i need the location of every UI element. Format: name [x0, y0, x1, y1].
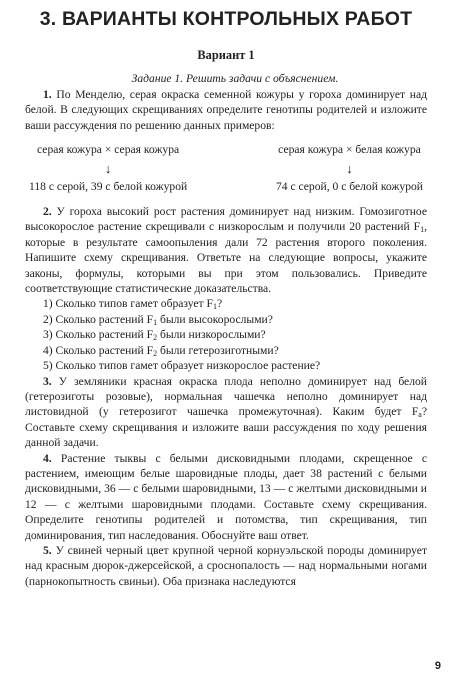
question-item — [25, 358, 427, 373]
question-text: 4) Сколько растений F — [43, 343, 154, 357]
cross-2 — [276, 141, 423, 196]
problem-5-text: У свиней черный цвет крупной черной корнуэльской породы доминирует над красным дюрок-джерсейской, а сроснопалость — над нормальными ногами (парнокопытность свиньи). Оба признака наследуются — [25, 543, 428, 588]
problem-1 — [25, 87, 427, 133]
question-text: 5) Сколько типов гамет образует низкорослое растение? — [43, 359, 321, 373]
chapter-title: 3. ВАРИАНТЫ КОНТРОЛЬНЫХ РАБОТ — [39, 8, 413, 30]
problem-3-text-a: У земляники красная окраска плода неполно доминирует над белой (гетерозиготы розовые), нормальная чашечка неполно доминирует над листовидной (у гетерозигот чашечка промежуточная). Каким будет F — [25, 374, 427, 419]
cross-2-arrow: ↓ — [346, 161, 353, 177]
problem-2 — [25, 204, 427, 296]
problem-1-number: 1. — [43, 87, 52, 101]
cross-1-offspring: 118 с серой, 39 с белой кожурой — [29, 180, 188, 194]
cross-1 — [29, 141, 187, 196]
question-text: 1) Сколько типов гамет образует F — [43, 297, 213, 311]
question-item — [25, 296, 427, 311]
question-item — [25, 312, 427, 327]
question-subscript: 1 — [153, 317, 158, 327]
problem-5-number: 5. — [43, 543, 52, 557]
question-list — [25, 296, 427, 373]
assignment-heading: Задание 1. Решить задачи с объяснением. — [131, 72, 339, 86]
question-text-end: были гетерозиготными? — [157, 343, 279, 357]
cross-2-parents: серая кожура × белая кожура — [278, 143, 421, 157]
problem-3-number: 3. — [43, 374, 52, 388]
question-subscript: 1 — [212, 302, 217, 312]
problem-2-text-b: , которые в результате самоопыления дали 72 растения второго поколения. Напишите схему скрещивания. Ответьте на следующие вопросы, укажите законы, формулы, которыми вы при этом пользовались. Приведите соответствующие статистические доказательства. — [25, 220, 427, 296]
question-subscript: 2 — [153, 333, 158, 343]
problem-3 — [25, 374, 427, 451]
cross-2-offspring: 74 с серой, 0 с белой кожурой — [275, 180, 423, 194]
question-subscript: 2 — [153, 348, 158, 358]
question-text-end: были низкорослыми? — [157, 328, 266, 342]
question-item — [25, 327, 427, 342]
variant-title: Вариант 1 — [197, 48, 255, 62]
crosses-block — [25, 141, 427, 196]
problem-4 — [25, 451, 427, 543]
problem-3-subscript: а — [418, 410, 422, 420]
question-text-end: были высокорослыми? — [157, 312, 273, 326]
problem-1-text: По Менделю, серая окраска семенной кожуры у гороха доминирует над белой. В следующих скрещиваниях определите генотипы родителей и изложите ваши рассуждения по решению данных примеров: — [25, 87, 427, 132]
question-item — [25, 343, 427, 358]
problem-2-number: 2. — [43, 205, 52, 219]
problem-4-text: Растение тыквы с белыми дисковидными плодами, скрещенное с растением, имеющим белые шаровидные плоды, дает 38 растений с белыми дисковидными, 36 — с белыми шаровидными, 13 — с желтыми дисковидными и 12 — с желтыми шаровидными плодами. Составьте схему скрещивания. Определите генотипы родителей и потомства, тип скрещивания, тип доминирования, тип наследования. Обоснуйте ваш ответ. — [25, 451, 427, 542]
question-text: 2) Сколько растений F — [43, 312, 154, 326]
question-text: 3) Сколько растений F — [43, 328, 154, 342]
problem-2-subscript: 1 — [420, 225, 425, 235]
problem-4-number: 4. — [43, 451, 52, 465]
problem-5 — [25, 543, 427, 589]
page-body — [25, 6, 427, 589]
cross-1-parents: серая кожура × серая кожура — [37, 143, 180, 157]
page-number: 9 — [434, 659, 441, 672]
question-text-end: ? — [216, 297, 223, 311]
problem-2-text-a: У гороха высокий рост растения доминирует над низким. Гомозиготное высокорослое растение скрещивали с низкорослым и получили 20 растений F — [25, 205, 427, 234]
problem-3-text-b: ? Составьте схему скрещивания и изложите ваши рассуждения по ходу решения данной задачи. — [25, 405, 427, 450]
cross-1-arrow: ↓ — [104, 161, 112, 177]
